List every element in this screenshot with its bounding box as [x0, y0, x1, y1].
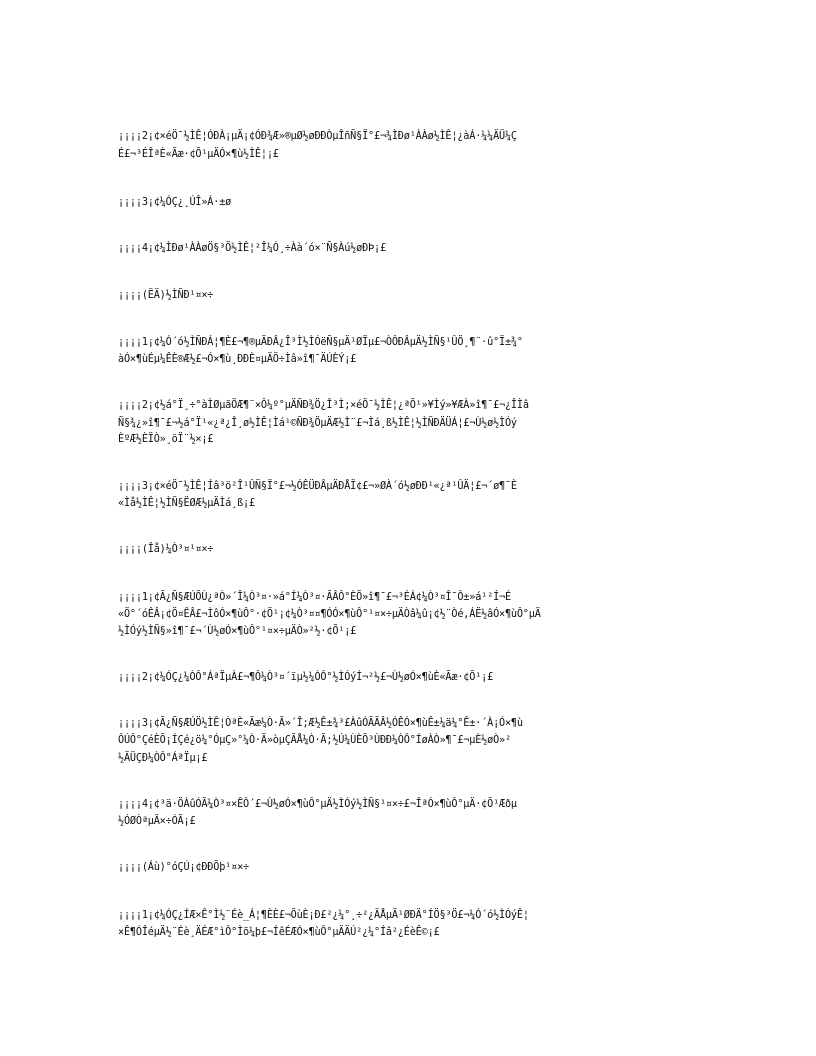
- body-text-line: ÔÚÔ°ÇéÈÕ¡ÍÇé¿ö¼°ÓµÇ»°¼Ò·Ã»òµÇÃÅ¼Ò·Ã;½Ú¼ÙÈÕ³ÙÐÐ¼ÒÔ°ÍøÀÒ»¶¯£¬µÈ½øÒ»²: [118, 735, 511, 746]
- body-text-line: ÈºÆ½ÈÏÒ»¸öÏ¨½×¡£: [118, 434, 214, 445]
- body-text-line: ½ÓØÒªµÄ×÷ÓÃ¡£: [118, 816, 196, 827]
- body-text-line: Ñ§¾¿»î¶¯£¬½á°Ï¹«¿ª¿Î¸ø½ÌÊ¦Ìá¹©ÑÐ¾ÖµÄÆ½Ì¨£¬Ìá¸ß½ÌÊ¦½ÌÑÐÄÜÁ¦£¬Ù½ø½ÌÓý: [118, 418, 517, 429]
- body-text-line: ¡¡¡¡2¡¢½á°Ï¸÷°àÌØµãÖÆ¶¨×Ô¼º°µÄÑÐ¾Ö¿Î³Ì;×éÖ¯½ÌÊ¦¿ªÕ¹»¥Ìý»¥ÆÀ»î¶¯£¬¿ÎÌâ: [118, 400, 529, 411]
- body-text-line: ¡¡¡¡3¡¢×éÖ¯½ÌÊ¦Íâ³ö²Î¹ÛÑ§Ï°£¬½ÓÊÜÐÂµÄÐÅÏ¢£¬»ØÀ´ó½øÐÐ¹«¿ª¹ÛÄ¦£¬´ø¶¯È: [118, 481, 517, 492]
- body-text-line: àÓ×¶ùÉµ¼ÊÈ®Æ½£¬Ó×¶ù¸ÐÐÈ¤µÄÖ÷Ìâ»î¶¯ÄÚÈÝ¡£: [118, 354, 357, 365]
- body-text-line: ¡¡¡¡2¡¢×éÖ¯½ÌÊ¦ÓÐÀ¡µÄ¡¢ÓÐ¾Æ»®µØ½øÐÐÒµÎñÑ§Ï°£¬¾ÌÐø¹ÀÀø½ÌÊ¦¿àÁ·¼¼ÄÜ¼Ç: [118, 131, 517, 142]
- body-text-line: ¡¡¡¡3¡¢Ã¿Ñ§ÆÚÖ½ÌÊ¦ÒªÈ«Ãæ¼Ò·Ã»´Î;Æ½Ê±¾³£ÀûÓÃÃÂ½ÓÊÓ×¶ùÊ±¼ä¼°Ê±·´À¡Ó×¶ù: [118, 718, 523, 729]
- body-text-line: ½ÃÜÇÐ¼ÒÔ°ÁªÏµ¡£: [118, 753, 208, 764]
- body-text-line: ×Ê¶ÓÎéµÄ½¨Éè¸ÄÉÆ°ìÔ°Ìõ¼þ£¬ÍêÉÆÓ×¶ùÔ°µÄÄÚ²¿¼°Íâ²¿ÉèÊ©¡£: [118, 927, 440, 938]
- body-text-line: ½ÌÓý½ÌÑ§»î¶¯£¬´Ù½øÓ×¶ùÔ°¹¤×÷µÄÒ»²½·¢Õ¹¡£: [118, 626, 357, 637]
- body-text-line: É£¬³ÉÎªÈ«Ãæ·¢Õ¹µÄÓ×¶ù½ÌÊ¦¡£: [118, 149, 279, 160]
- body-text-line: «Ö°´óÊÂ¡¢Ö¤ÊÂ£¬ÌôÓ×¶ùÔ°·¢Õ¹¡¢¼Ò³¤¤¶ÓÓ×¶ùÔ°¹¤×÷µÄÒâ¼û¡¢½¨Òé,ÁË½âÓ×¶ùÔ°µÄ: [118, 609, 541, 620]
- body-text-line: ¡¡¡¡1¡¢¼ÓÇ¿ÍÆ×Ê°Ì½¨Éè_Á¦¶ÈÈ£¬ÕùÈ¡Ð£²¿¼°¸÷²¿ÃÅµÄ¹ØÐÄ°ÍÖ§³Ö£¬¼Ó´ó½ÌÓýÊ¦: [118, 910, 529, 921]
- body-text-line: ¡¡¡¡2¡¢¼ÓÇ¿¼ÒÔ°ÁªÏµÀ£¬¶Ô¼Ò³¤´ïµ½¼ÒÔ°½ÌÓýÍ¬²½£¬Ù½øÓ×¶ùÈ«Ãæ·¢Õ¹¡£: [118, 672, 494, 683]
- section-heading: ¡¡¡¡(Áù)°óÇÚ¡¢ÐÐÕþ¹¤×÷: [118, 862, 249, 873]
- body-text-line: «Ìå½ÌÊ¦½ÌÑ§ËØÆ½µÄÌá¸ß¡£: [118, 498, 255, 509]
- body-text-line: ¡¡¡¡3¡¢¼ÓÇ¿¸ÚÎ»Á·±ø: [118, 197, 232, 208]
- body-text-line: ¡¡¡¡1¡¢Ã¿Ñ§ÆÚÕÙ¿ªÒ»´Î¼Ò³¤·»á°Í¼Ò³¤·ÃÂÔ°ÈÕ»î¶¯£¬³ÉÁ¢¼Ò³¤Î¯Ô±»á¹²Í¬É: [118, 592, 511, 603]
- section-heading: ¡¡¡¡(Îå)¼Ò³¤¹¤×÷: [118, 544, 214, 555]
- section-heading: ¡¡¡¡(ËÄ)½ÌÑÐ¹¤×÷: [118, 290, 214, 301]
- body-text-line: ¡¡¡¡4¡¢³ä·ÖÀûÓÃ¼Ò³¤×ÊÔ´£¬Ù½øÓ×¶ùÔ°µÄ½ÌÓý½ÌÑ§¹¤×÷£¬ÎªÓ×¶ùÔ°µÄ·¢Õ¹Æðµ: [118, 799, 517, 810]
- body-text-line: ¡¡¡¡4¡¢¼ÌÐø¹ÀÀøÖ§³Ö½ÌÊ¦²Î¼Ó¸÷Àà´ó×¨Ñ§Àú½øÐÞ¡£: [118, 243, 386, 254]
- body-text-line: ¡¡¡¡1¡¢¼Ó´ó½ÌÑÐÁ¦¶È£¬¶®µÃÐÂ¿Î³Ì½ÌÓëÑ§µÄ¹ØÏµ£¬ÒÔÐÂµÄ½ÌÑ§¹ÛÖ¸¶¨·û°Ï±¾°: [118, 337, 523, 348]
